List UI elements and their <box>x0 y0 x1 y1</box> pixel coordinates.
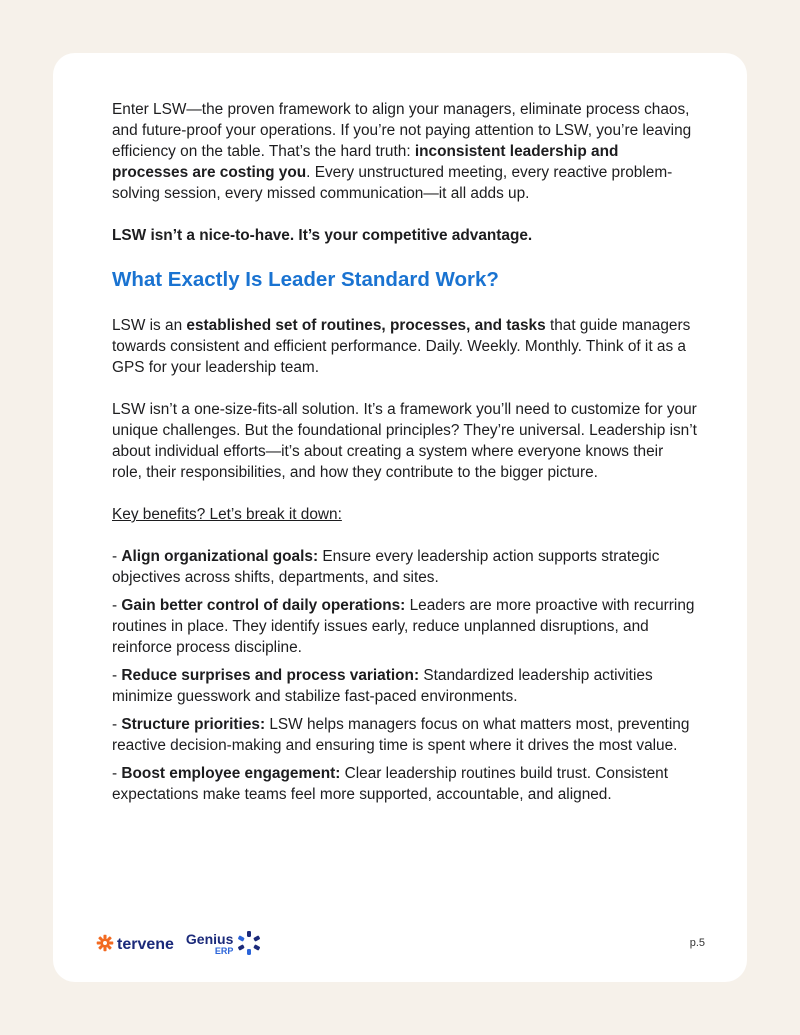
page-number: p.5 <box>689 937 705 949</box>
benefit-text: Clear leadership routines build trust. Consistent expectations make teams feel more supported, accountable, and aligned. <box>112 765 668 803</box>
genius-erp-logo <box>186 930 262 961</box>
footer-logos <box>96 930 262 960</box>
benefit-title: Reduce surprises and process variation: <box>121 667 420 684</box>
genius-wordmark: Genius <box>185 931 234 947</box>
benefit-title: Boost employee engagement: <box>121 765 341 782</box>
benefit-item: - Boost employee engagement: Clear leadership routines build trust. Consistent expectations make teams feel more supported, accountable, and aligned. <box>112 765 668 803</box>
intro-paragraph: Enter LSW—the proven framework to align your managers, eliminate process chaos, and future-proof your operations. If you’re not paying attention to LSW, you’re leaving efficiency on the table. That’s the hard truth: inconsistent leadership and processes are costing you. Every unstructured meeting, every reactive problem-solving session, every missed communication—it all adds up. <box>112 101 692 202</box>
genius-ring-icon <box>236 930 262 961</box>
benefit-text: Leaders are more proactive with recurring routines in place. They identify issues early, reduce unplanned disruptions, and reinforce process discipline. <box>112 597 695 656</box>
benefit-text: Standardized leadership activities minimize guesswork and stabilize fast-paced environments. <box>112 667 653 705</box>
benefit-text: LSW helps managers focus on what matters most, preventing reactive decision-making and ensuring time is spent where it drives the most value. <box>112 716 690 754</box>
benefit-text: Ensure every leadership action supports strategic objectives across shifts, departments, and sites. <box>112 548 660 586</box>
intro-emphasis: inconsistent leadership and processes are costing you <box>112 143 619 181</box>
definition-paragraph: LSW is an established set of routines, processes, and tasks that guide managers towards consistent and efficient performance. Daily. Weekly. Monthly. Think of it as a GPS for your leadership team. <box>112 317 691 376</box>
tervene-logo <box>96 934 174 957</box>
benefit-item: - Structure priorities: LSW helps managers focus on what matters most, preventing reactive decision-making and ensuring time is spent where it drives the most value. <box>112 716 690 754</box>
benefit-item: - Reduce surprises and process variation: Standardized leadership activities minimize guesswork and stabilize fast-paced environments. <box>112 667 653 705</box>
benefit-item: - Gain better control of daily operations: Leaders are more proactive with recurring routines in place. They identify issues early, reduce unplanned disruptions, and reinforce process discipline. <box>112 597 695 656</box>
benefit-item: - Align organizational goals: Ensure every leadership action supports strategic objectives across shifts, departments, and sites. <box>112 548 660 586</box>
benefits-title: Key benefits? Let’s break it down: <box>112 506 342 523</box>
tervene-gear-icon <box>96 934 114 957</box>
benefit-title: Gain better control of daily operations: <box>121 597 406 614</box>
tervene-wordmark: tervene <box>117 936 174 953</box>
tagline: LSW isn’t a nice-to-have. It’s your competitive advantage. <box>112 227 533 244</box>
page-content <box>112 99 697 812</box>
erp-wordmark: ERP <box>214 946 234 956</box>
section-heading: What Exactly Is Leader Standard Work? <box>112 268 499 291</box>
benefit-title: Structure priorities: <box>121 716 266 733</box>
benefits-list <box>112 546 697 805</box>
benefit-title: Align organizational goals: <box>121 548 319 565</box>
document-page <box>53 53 747 982</box>
framework-paragraph: LSW isn’t a one-size-fits-all solution. It’s a framework you’ll need to customize for your unique challenges. But the foundational principles? They’re universal. Leadership isn’t about individual efforts—it’s about creating a system where everyone knows their role, their responsibilities, and how they contribute to the bigger picture. <box>112 401 697 481</box>
definition-emphasis: established set of routines, processes, and tasks <box>186 317 546 334</box>
